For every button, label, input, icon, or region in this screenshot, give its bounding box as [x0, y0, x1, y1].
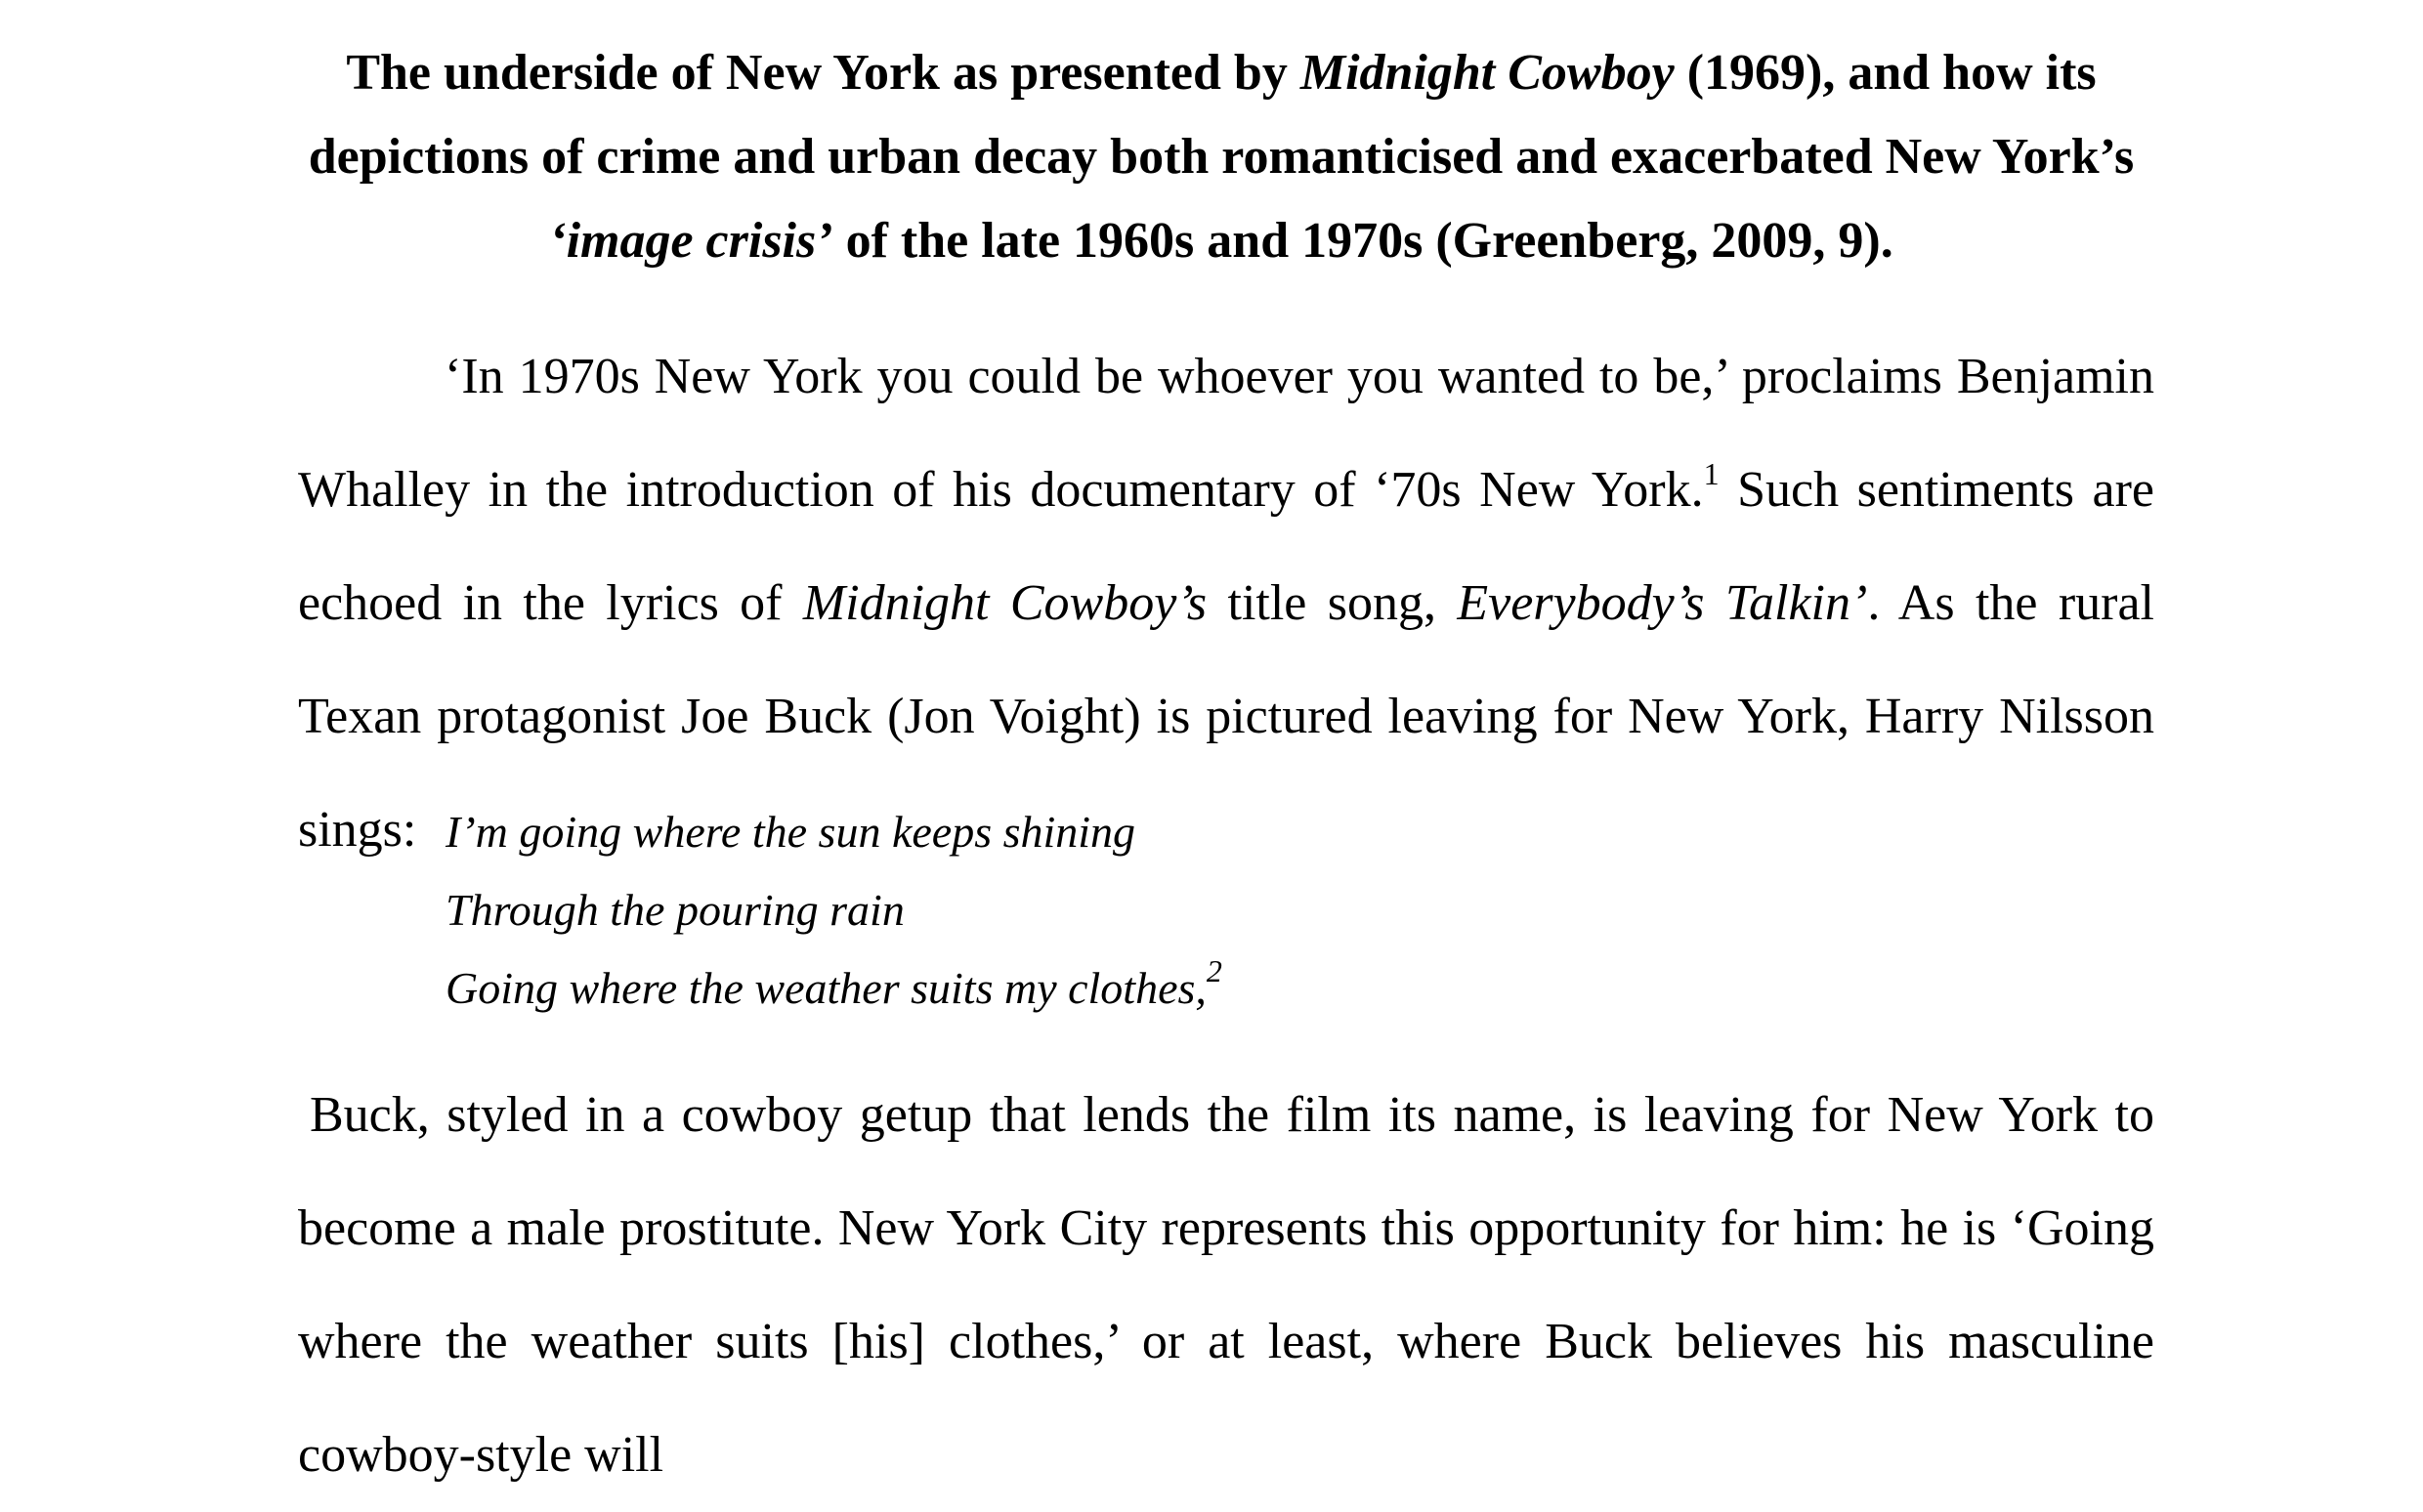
lyric-line-3	[446, 949, 1222, 1028]
p1-song-title: Everybody’s Talkin’	[1457, 575, 1868, 631]
lyrics-block-quote	[446, 793, 1222, 1028]
p1-text-d: . As the rural Texan protagonist Joe Buck (Jon Voight) is pictured leaving for New York, Harry Nilsson sings:	[298, 575, 2154, 858]
title-film-name: Midnight Cowboy	[1299, 45, 1675, 101]
lyric-line-3-text: Going where the weather suits my clothes,	[446, 963, 1207, 1013]
p1-text-b: Such sentiments are echoed in the lyrics of	[298, 462, 2154, 631]
lyric-line-2: Through the pouring rain	[446, 885, 905, 935]
essay-title	[244, 31, 2198, 283]
title-part-1: The underside of New York as presented by	[346, 45, 1300, 101]
p1-text-a: ‘In 1970s New York you could be whoever you wanted to be,’ proclaims Benjamin Whalley in the introduction of his documentary of ‘70s New York.	[298, 349, 2154, 518]
p1-film-possessive: Midnight Cowboy’s	[802, 575, 1208, 631]
title-part-3: of the late 1960s and 1970s (Greenberg, 2009, 9).	[832, 213, 1893, 269]
paragraph-2: Buck, styled in a cowboy getup that lends the film its name, is leaving for New York to become a male prostitute. New York City represents this opportunity for him: he is ‘Going where the weather suits [his] clothes,’ or at least, where Buck believes his masculine cowboy-style will	[298, 1087, 2154, 1483]
footnote-marker-1[interactable]: 1	[1703, 456, 1720, 491]
title-part-2: (1969), and how its depictions of crime and urban decay both romanticised and exacerbated New York’s	[308, 45, 2135, 185]
title-image-crisis: ‘image crisis’	[549, 213, 833, 269]
p1-text-c: title song,	[1207, 575, 1458, 631]
footnote-marker-2[interactable]: 2	[1206, 953, 1222, 988]
lyric-line-1: I’m going where the sun keeps shining	[446, 807, 1136, 857]
